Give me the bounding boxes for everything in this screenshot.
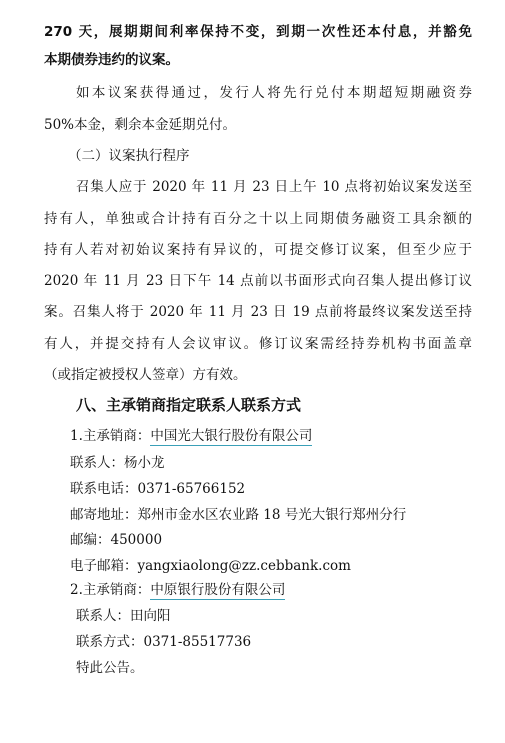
- contact1-address: 邮寄地址：郑州市金水区农业路 18 号光大银行郑州分行: [70, 507, 407, 523]
- para1-line-2: 50%本金，剩余本金延期兑付。: [44, 117, 237, 133]
- intro-line-2: 本期债券违约的议案。: [44, 52, 179, 68]
- contact1-postcode: 邮编：450000: [70, 532, 163, 548]
- section-heading: 八、主承销商指定联系人联系方式: [76, 396, 302, 414]
- closing-text: 特此公告。: [76, 660, 144, 676]
- para2-line-5: 案。召集人将于 2020 年 11 月 23 日 19 点前将最终议案发送至持: [44, 304, 472, 320]
- para2-line-3: 持有人若对初始议案持有异议的，可提交修订议案，但至少应于: [44, 242, 472, 258]
- contact2-prefix: 2.主承销商：: [70, 582, 151, 598]
- contact2-underwriter: [70, 581, 285, 599]
- contact1-prefix: 1.主承销商：: [70, 428, 151, 444]
- para1-line-1: 如本议案获得通过，发行人将先行兑付本期超短期融资券: [76, 85, 472, 101]
- para2-line-2: 持有人，单独或合计持有百分之十以上同期债务融资工具余额的: [44, 211, 472, 227]
- para2-line-4: 2020 年 11 月 23 日下午 14 点前以书面形式向召集人提出修订议: [44, 273, 472, 289]
- contact1-email: 电子邮箱：yangxiaolong@zz.cebbank.com: [70, 558, 351, 574]
- para2-line-6: 有人，并提交持有人会议审议。修订议案需经持券机构书面盖章: [44, 336, 472, 352]
- contact1-name: 中国光大银行股份有限公司: [150, 428, 313, 444]
- contact2-name: 中原银行股份有限公司: [150, 582, 286, 598]
- contact2-person: 联系人：田向阳: [76, 608, 171, 624]
- contact1-phone: 联系电话：0371-65766152: [70, 481, 246, 497]
- contact1-person: 联系人：杨小龙: [70, 455, 165, 471]
- subheading: （二）议案执行程序: [68, 148, 190, 164]
- para2-line-7: （或指定被授权人签章）方有效。: [44, 367, 247, 383]
- contact2-phone: 联系方式：0371-85517736: [76, 634, 252, 650]
- contact1-underwriter: [70, 427, 312, 445]
- para2-line-1: 召集人应于 2020 年 11 月 23 日上午 10 点将初始议案发送至: [76, 179, 472, 195]
- intro-line-1: 270 天，展期期间利率保持不变，到期一次性还本付息，并豁免: [44, 24, 472, 40]
